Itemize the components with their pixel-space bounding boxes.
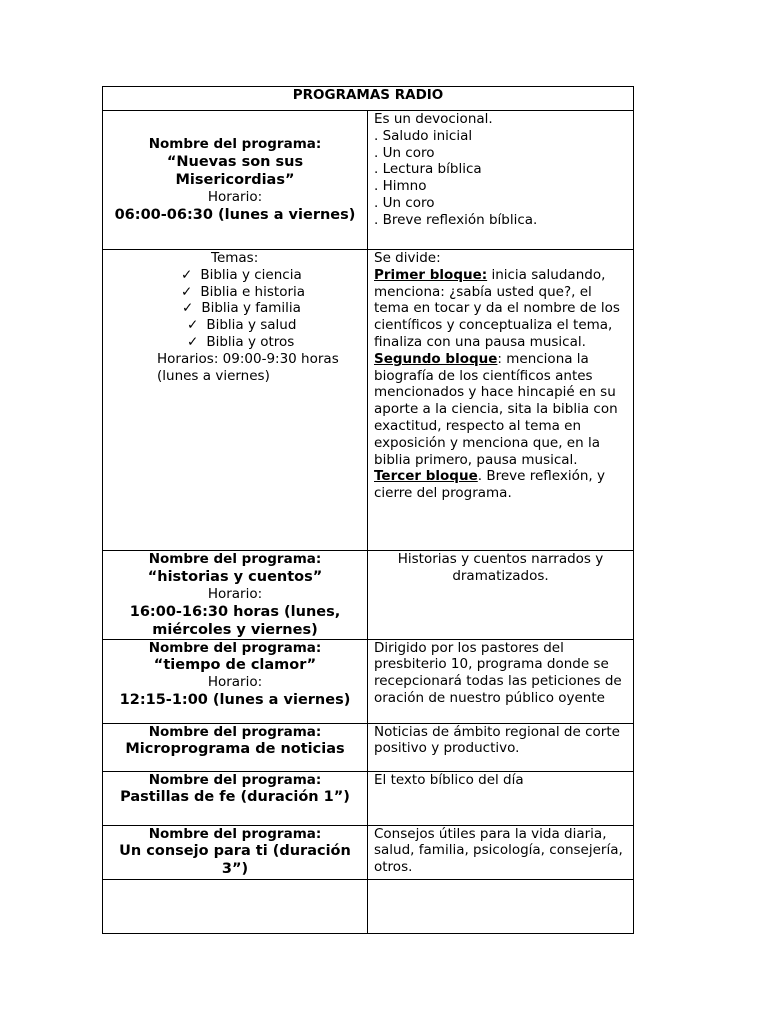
description-line: . Himno: [374, 178, 427, 195]
topics-schedule-days: (lunes a viernes): [157, 367, 270, 384]
topics-list: [103, 267, 361, 351]
program-label: Nombre del programa:: [148, 771, 322, 788]
program-label: Nombre del programa:: [148, 551, 322, 567]
program-cell: [103, 551, 368, 640]
block-paragraph: [374, 351, 627, 469]
empty-cell: [368, 879, 634, 933]
description-line: . Saludo inicial: [374, 127, 473, 144]
description-line: . Un coro: [374, 194, 435, 211]
description-line: . Breve reflexión bíblica.: [374, 211, 538, 228]
block-text: . Breve reflexión, y cierre del programa.: [374, 468, 605, 502]
program-label: Nombre del programa:: [148, 639, 322, 656]
topic-text: Biblia y otros: [206, 333, 295, 350]
schedule-label: Horario:: [207, 189, 263, 205]
topics-label: Temas:: [211, 250, 259, 266]
program-label: Nombre del programa:: [148, 136, 322, 153]
topics-cell: [103, 250, 368, 551]
table-row: [103, 639, 634, 723]
block-label: Segundo bloque: [374, 350, 498, 367]
topic-item: [181, 267, 361, 284]
block-paragraph: [374, 267, 627, 351]
table-title: PROGRAMAS RADIO: [103, 87, 634, 111]
topic-item: [181, 334, 361, 351]
topic-text: Biblia e historia: [200, 283, 306, 300]
program-schedule: 16:00-16:30 horas (lunes, miércoles y viernes): [129, 603, 341, 638]
program-schedule: 06:00-06:30 (lunes a viernes): [114, 206, 356, 223]
table-row: [103, 250, 634, 551]
program-name: “tiempo de clamor”: [153, 657, 317, 674]
empty-row: [103, 879, 634, 933]
topic-text: Biblia y salud: [206, 317, 297, 334]
schedule-label: Horario:: [207, 585, 263, 602]
block-label: Primer bloque:: [374, 266, 488, 283]
empty-cell: [103, 879, 368, 933]
description-line: . Un coro: [374, 144, 435, 161]
program-name: “historias y cuentos”: [147, 568, 323, 585]
description-cell: El texto bíblico del día: [368, 771, 634, 825]
description-cell: Noticias de ámbito regional de corte positivo y productivo.: [368, 723, 634, 771]
description-line: Es un devocional.: [374, 111, 493, 127]
description-cell: Consejos útiles para la vida diaria, salud, familia, psicología, consejería, otros.: [368, 825, 634, 879]
program-name: “Nuevas son sus Misericordias”: [166, 154, 304, 188]
description-intro: Se divide:: [374, 250, 441, 266]
program-schedule: 12:15-1:00 (lunes a viernes): [119, 692, 351, 709]
program-cell: [103, 111, 368, 250]
description-line: . Lectura bíblica: [374, 161, 482, 178]
program-cell: [103, 825, 368, 879]
schedule-label: Horario:: [207, 674, 263, 691]
table-row: [103, 111, 634, 250]
topic-text: Biblia y ciencia: [200, 266, 302, 283]
program-name: Microprograma de noticias: [125, 741, 345, 758]
table-row: [103, 771, 634, 825]
description-cell: [368, 250, 634, 551]
topic-item: [181, 300, 361, 317]
table-row: [103, 825, 634, 879]
program-cell: [103, 771, 368, 825]
program-name: Pastillas de fe (duración 1”): [120, 789, 350, 806]
topics-schedule: Horarios: 09:00-9:30 horas: [157, 350, 339, 367]
table-row: [103, 551, 634, 640]
program-label: Nombre del programa:: [148, 825, 322, 842]
block-text: : menciona la biografía de los científicos antes mencionados y hace hincapié en su aporte a la ciencia, sita la biblia con exactitud, respecto al tema en exposición y menciona que, en la biblia primero, pausa musical.: [374, 350, 618, 468]
description-cell: Dirigido por los pastores del presbiterio 10, programa donde se recepcionará todas las peticiones de oración de nuestro público oyente: [368, 639, 634, 723]
program-cell: [103, 639, 368, 723]
title-row: [103, 87, 634, 111]
program-cell: [103, 723, 368, 771]
description-cell: [368, 111, 634, 250]
topic-text: Biblia y familia: [201, 300, 301, 317]
block-label: Tercer bloque: [374, 468, 478, 485]
topic-item: [181, 317, 361, 334]
program-name: Un consejo para ti (duración 3”): [119, 843, 351, 878]
block-text: inicia saludando, menciona: ¿sabía usted que?, el tema en tocar y da el nombre de los científicos y conceptualiza el tema, finaliza con una pausa musical.: [374, 266, 620, 350]
programs-table: [102, 86, 634, 934]
table-row: [103, 723, 634, 771]
program-label: Nombre del programa:: [148, 723, 322, 740]
topic-item: [181, 284, 361, 301]
block-paragraph: [374, 468, 627, 502]
description-cell: Historias y cuentos narrados y dramatizados.: [368, 551, 634, 640]
